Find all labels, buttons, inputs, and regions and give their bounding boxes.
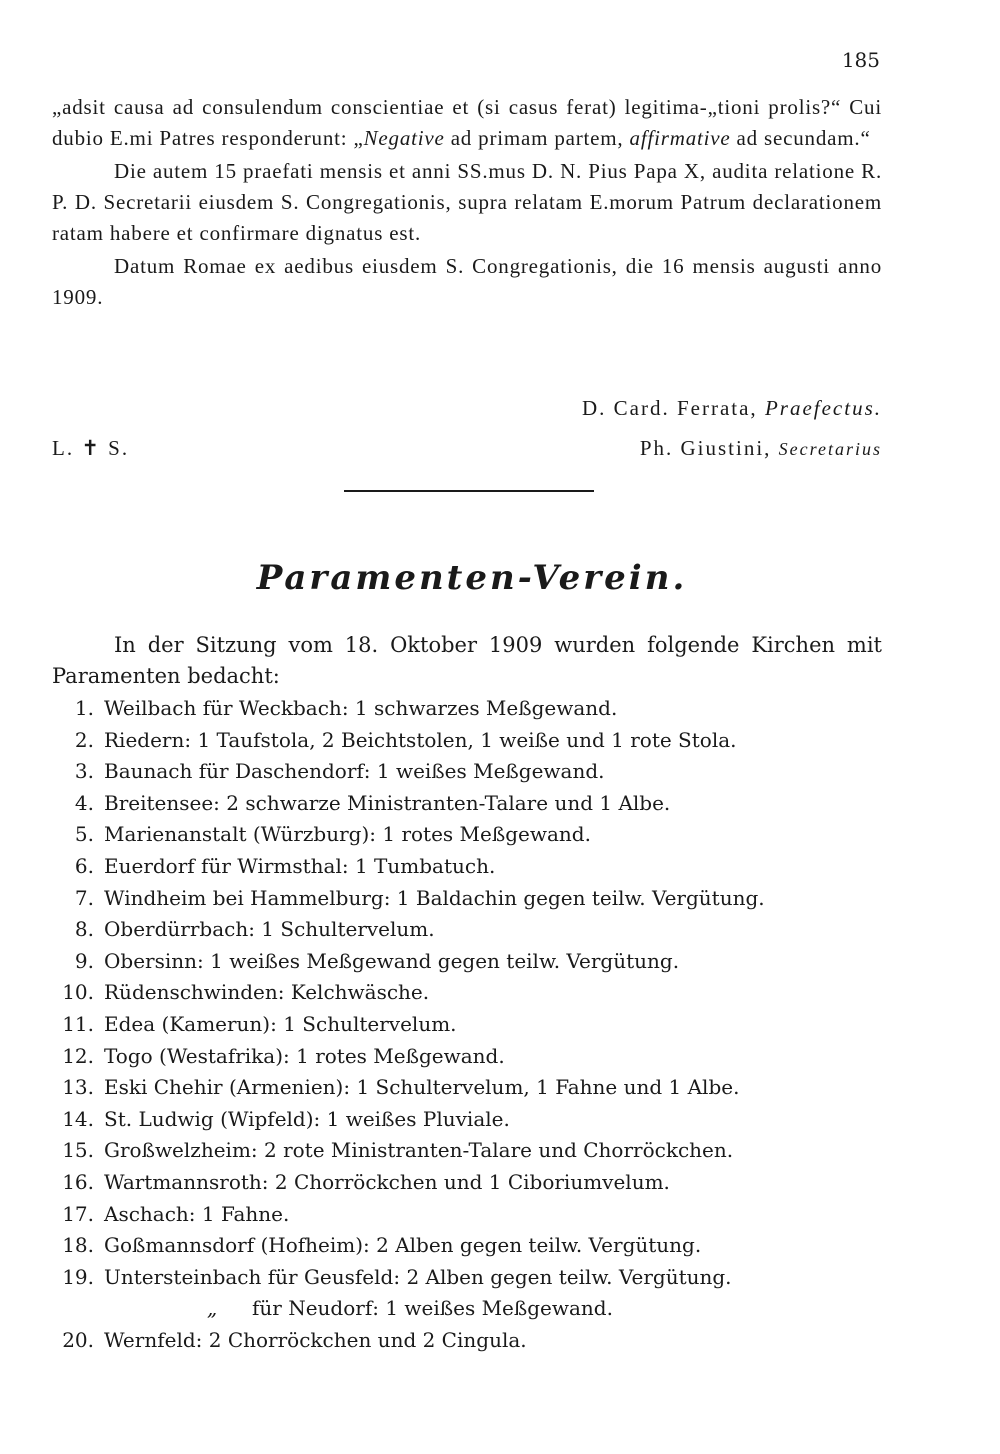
item-number: 7. [74,885,94,910]
list-item [52,1104,902,1136]
item-number: 20. [62,1327,94,1352]
list-item [52,977,902,1009]
item-text: Riedern: 1 Taufstola, 2 Beichtstolen, 1 weiße und 1 rote Stola. [104,727,737,752]
list-item [52,946,902,978]
item-number: 3. [74,759,94,784]
item-text: Oberdürrbach: 1 Schultervelum. [104,917,435,942]
list-item [52,1230,902,1262]
list-item [52,1167,902,1199]
item-number: 18. [62,1233,94,1258]
list-item [52,693,902,725]
item-text: Breitensee: 2 schwarze Ministranten-Talare und 1 Albe. [104,790,671,815]
list-item [52,756,902,788]
list-item [52,725,902,757]
item-number: 12. [62,1043,94,1068]
item-text: Baunach für Daschendorf: 1 weißes Meßgewand. [104,759,605,784]
donation-list [52,693,902,1356]
ditto-mark: „ [206,1296,218,1321]
item-number: 17. [62,1201,94,1226]
item-number: 5. [74,822,94,847]
item-number: 15. [62,1138,94,1163]
negative-emphasis: Negative [363,126,445,150]
item-text: Windheim bei Hammelburg: 1 Baldachin gegen teilw. Vergütung. [104,885,765,910]
item-text: für Neudorf: 1 weißes Meßgewand. [252,1296,613,1321]
item-text: Untersteinbach für Geusfeld: 2 Alben gegen teilw. Vergütung. [104,1264,732,1289]
item-text: Aschach: 1 Fahne. [104,1201,290,1226]
list-item [52,1041,902,1073]
item-number: 10. [62,980,94,1005]
list-item [52,1009,902,1041]
item-number: 8. [74,917,94,942]
item-number: 9. [74,948,94,973]
locus-sigilli-mark: L. ✝ S. [52,436,130,460]
signature-prefect: D. Card. Ferrata, Praefectus. [581,396,882,420]
signature-secretary: Ph. Giustini, Secretarius [639,436,882,460]
item-text: Großwelzheim: 2 rote Ministranten-Talare und Chorröckchen. [104,1138,734,1163]
item-number: 11. [62,1011,94,1036]
list-item [52,819,902,851]
item-text: Goßmannsdorf (Hofheim): 2 Alben gegen teilw. Vergütung. [104,1233,702,1258]
decree-paragraph-3: Datum Romae ex aedibus eiusdem S. Congregationis, die 16 mensis augusti anno 1909. [52,254,882,309]
list-subitem-neudorf [52,1293,902,1325]
item-number: 4. [74,790,94,815]
item-text: Togo (Westafrika): 1 rotes Meßgewand. [104,1043,505,1068]
item-text: Wernfeld: 2 Chorröckchen und 2 Cingula. [104,1327,527,1352]
item-text: St. Ludwig (Wipfeld): 1 weißes Pluviale. [104,1106,510,1131]
decree-paragraph-1: „adsit causa ad consulendum conscientiae et (si casus ferat) legitima-„tioni prolis?“ Cui dubio E.mi Patres responderunt: „Negative ad primam partem, affirmative ad secundam.“ [52,95,882,150]
list-item [52,914,902,946]
item-number: 2. [74,727,94,752]
decree-paragraph-2: Die autem 15 praefati mensis et anni SS.mus D. N. Pius Papa X, audita relatione R. P. D. Secretarii eiusdem S. Congregationis, supra relatam E.morum Patrum declarationem ratam habere et confirmare dignatus est. [52,159,882,245]
item-text: Eski Chehir (Armenien): 1 Schultervelum, 1 Fahne und 1 Albe. [104,1075,740,1100]
list-item [52,1072,902,1104]
item-text: Weilbach für Weckbach: 1 schwarzes Meßgewand. [104,696,618,720]
item-number: 16. [62,1169,94,1194]
item-text: Rüdenschwinden: Kelchwäsche. [104,980,430,1005]
item-number: 14. [62,1106,94,1131]
item-text: Marienanstalt (Würzburg): 1 rotes Meßgewand. [104,822,591,847]
intro-paragraph: In der Sitzung vom 18. Oktober 1909 wurden folgende Kirchen mit Paramenten bedacht: [52,633,882,688]
page-number: 185 [841,48,880,72]
item-text: Obersinn: 1 weißes Meßgewand gegen teilw. Vergütung. [104,948,680,973]
item-number: 1. [74,696,94,720]
item-number: 13. [62,1075,94,1100]
affirmative-emphasis: affirmative [629,126,731,150]
latin-decree-text [52,92,882,313]
signature-secretary-line [52,436,882,461]
item-number: 19. [62,1264,94,1289]
list-item [52,1262,902,1294]
section-divider [344,490,594,492]
list-item [52,1199,902,1231]
list-item [52,1135,902,1167]
item-text: Wartmannsroth: 2 Chorröckchen und 1 Ciboriumvelum. [104,1169,670,1194]
list-item [52,788,902,820]
item-number: 6. [74,853,94,878]
list-item [52,851,902,883]
list-item [52,1325,902,1357]
section-heading: Paramenten-Verein. [256,558,688,598]
list-item [52,883,902,915]
item-text: Edea (Kamerun): 1 Schultervelum. [104,1011,457,1036]
item-text: Euerdorf für Wirmsthal: 1 Tumbatuch. [104,853,496,878]
